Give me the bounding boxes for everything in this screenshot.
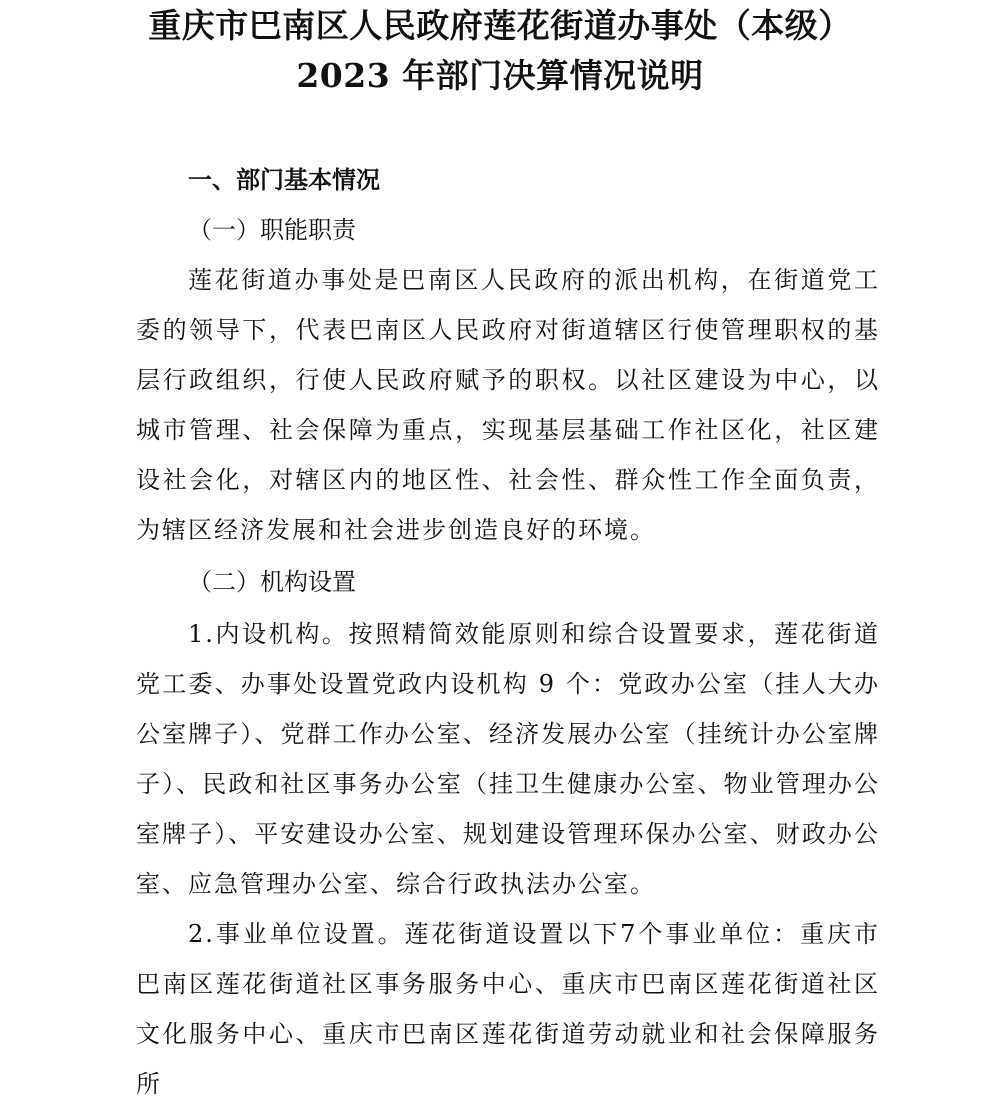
- paragraph-internal-units: 1.内设机构。按照精简效能原则和综合设置要求，莲花街道党工委、办事处设置党政内设机构 9 个：党政办公室（挂人大办公室牌子）、党群工作办公室、经济发展办公室（挂统计办公室牌子）、民政和社区事务办公室（挂卫生健康办公室、物业管理办公室牌子）、平安建设办公室、规划建设管理环保办公室、财政办公室、应急管理办公室、综合行政执法办公室。: [136, 620, 880, 898]
- document-title-line-2: 2023 年部门决算情况说明: [296, 56, 704, 95]
- subsection-heading-organization: （二）机构设置: [188, 568, 356, 596]
- paragraph-public-institutions: 2.事业单位设置。莲花街道设置以下7个事业单位：重庆市巴南区莲花街道社区事务服务中心、重庆市巴南区莲花街道社区文化服务中心、重庆市巴南区莲花街道劳动就业和社会保障服务所: [136, 920, 880, 1098]
- document-title-line-1: 重庆市巴南区人民政府莲花街道办事处（本级）: [148, 6, 852, 45]
- subsection-heading-functions: （一）职能职责: [188, 216, 356, 244]
- paragraph-functions: 莲花街道办事处是巴南区人民政府的派出机构，在街道党工委的领导下，代表巴南区人民政府对街道辖区行使管理职权的基层行政组织，行使人民政府赋予的职权。以社区建设为中心，以城市管理、社会保障为重点，实现基层基础工作社区化，社区建设社会化，对辖区内的地区性、社会性、群众性工作全面负责，为辖区经济发展和社会进步创造良好的环境。: [136, 266, 880, 544]
- section-heading-basic-info: 一、部门基本情况: [188, 166, 380, 194]
